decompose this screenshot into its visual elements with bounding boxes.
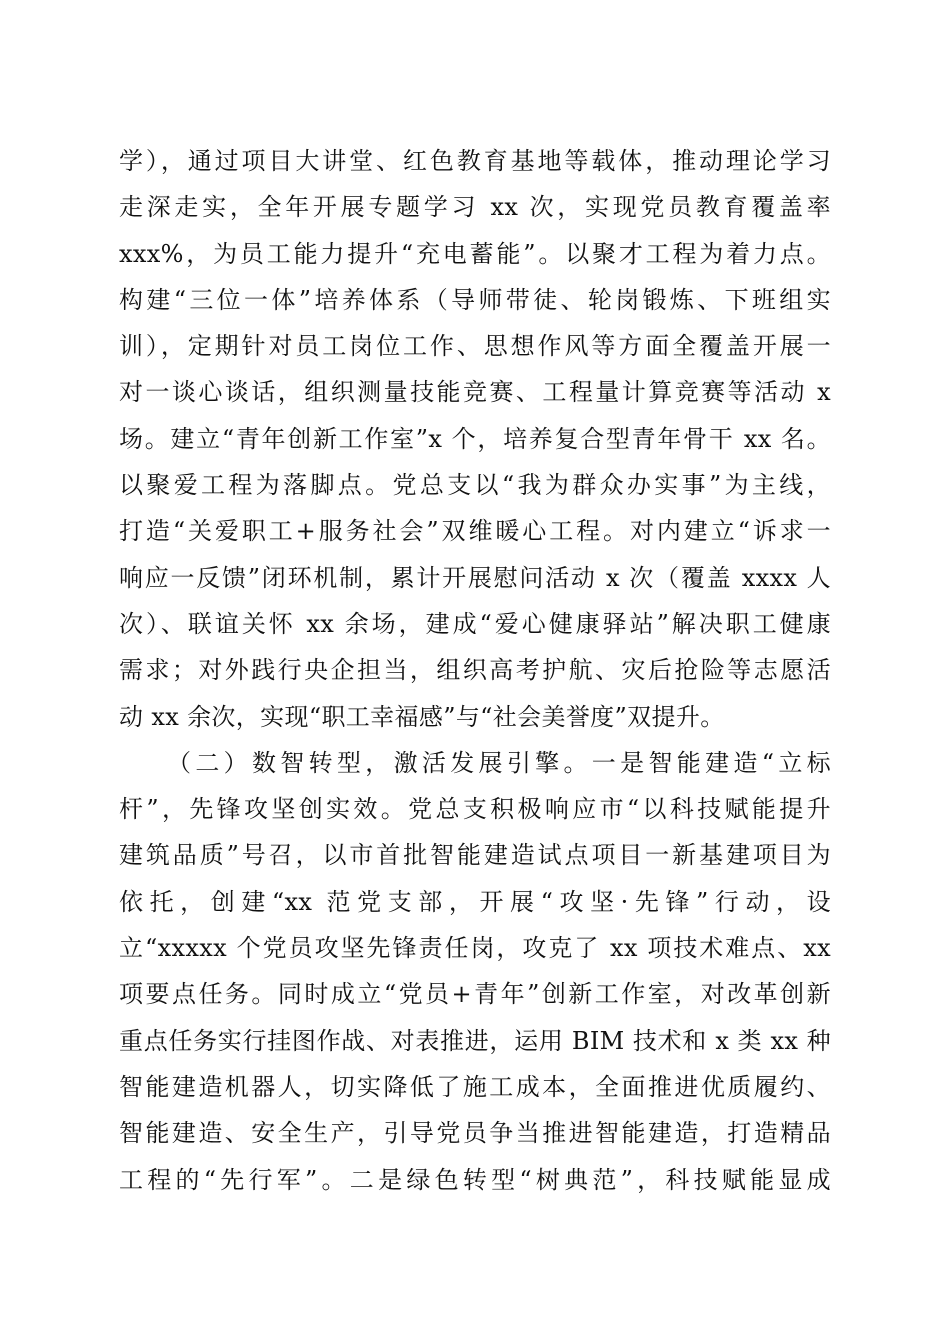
section-heading-line: （二）数智转型，激活发展引擎。一是智能建造“立标: [167, 748, 831, 777]
text-line: 打造“关爱职工+服务社会”双维暖心工程。对内建立“诉求一: [119, 517, 831, 546]
text-line: 项要点任务。同时成立“党员+青年”创新工作室，对改革创新: [119, 980, 831, 1009]
text-line: 训），定期针对员工岗位工作、思想作风等方面全覆盖开展一: [119, 332, 831, 361]
text-line: 以聚爱工程为落脚点。党总支以“我为群众办实事”为主线，: [119, 471, 831, 500]
text-line: 响应一反馈”闭环机制，累计开展慰问活动 x 次（覆盖 xxxx 人: [119, 563, 831, 592]
text-line: 工程的“先行军”。二是绿色转型“树典范”，科技赋能显成: [119, 1165, 831, 1194]
text-line: 学），通过项目大讲堂、红色教育基地等载体，推动理论学习: [119, 147, 831, 175]
text-line: 重点任务实行挂图作战、对表推进，运用 BIM 技术和 x 类 xx 种: [119, 1026, 831, 1055]
text-line: 智能建造、安全生产，引导党员争当推进智能建造，打造精品: [119, 1119, 831, 1148]
text-line: 智能建造机器人，切实降低了施工成本，全面推进优质履约、: [119, 1072, 831, 1101]
text-line: 走深走实，全年开展专题学习 xx 次，实现党员教育覆盖率: [119, 193, 831, 222]
text-line: 立“xxxxx 个党员攻坚先锋责任岗，攻克了 xx 项技术难点、xx: [119, 934, 831, 963]
text-line: 建筑品质”号召，以市首批智能建造试点项目一新基建项目为: [119, 841, 831, 870]
document-body: [119, 138, 831, 1203]
text-line: 次）、联谊关怀 xx 余场，建成“爱心健康驿站”解决职工健康: [119, 609, 831, 638]
text-line: xxx%，为员工能力提升“充电蓄能”。以聚才工程为着力点。: [119, 239, 831, 268]
text-line: 构建“三位一体”培养体系（导师带徒、轮岗锻炼、下班组实: [119, 285, 831, 314]
text-line: 需求；对外践行央企担当，组织高考护航、灾后抢险等志愿活: [119, 656, 831, 685]
text-line: 依托，创建“xx 范党支部，开展“攻坚·先锋”行动，设: [119, 887, 831, 916]
text-line: 对一谈心谈话，组织测量技能竞赛、工程量计算竞赛等活动 x: [119, 378, 831, 407]
text-line: 杆”，先锋攻坚创实效。党总支积极响应市“以科技赋能提升: [119, 795, 831, 824]
text-line: 动 xx 余次，实现“职工幸福感”与“社会美誉度”双提升。: [119, 702, 725, 731]
text-line: 场。建立“青年创新工作室”x 个，培养复合型青年骨干 xx 名。: [119, 424, 831, 453]
